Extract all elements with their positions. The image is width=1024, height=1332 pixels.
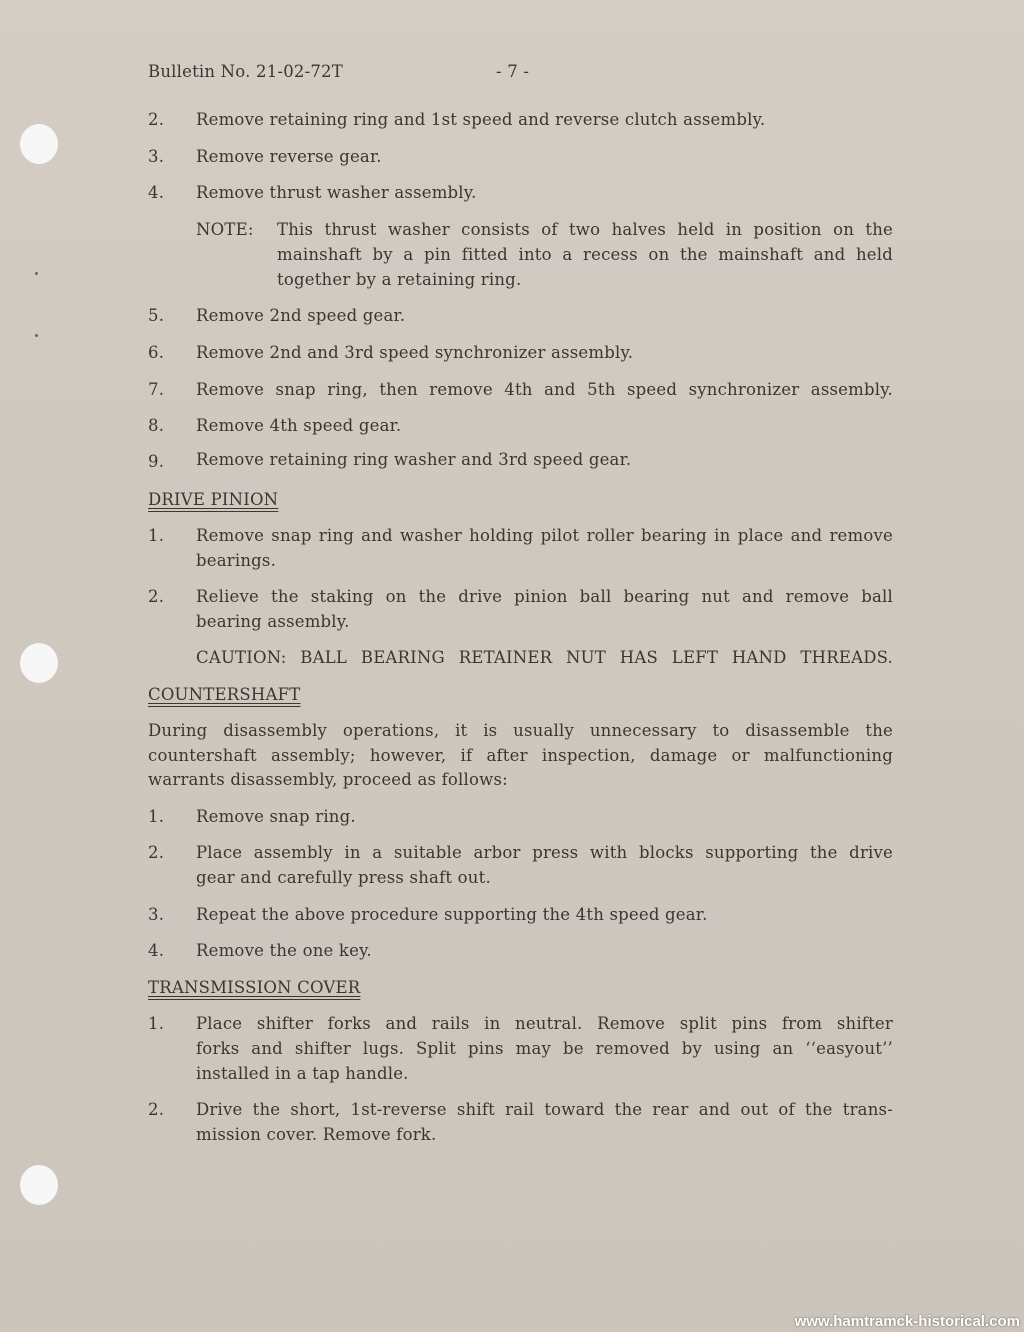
step-text: Remove thrust washer assembly. xyxy=(196,183,477,202)
step-text: Remove 2nd and 3rd speed synchronizer assembly. xyxy=(196,343,634,362)
bulletin-number: Bulletin No. 21-02-72T xyxy=(148,62,343,81)
paper-speck xyxy=(35,334,38,337)
note-text: This thrust washer consists of two halves held in position on the xyxy=(277,220,893,239)
step-text: Remove snap ring, then remove 4th and 5th speed synchronizer assembly. xyxy=(196,380,893,399)
step-number: 1. xyxy=(148,526,165,545)
paragraph-text: warrants disassembly, proceed as follows: xyxy=(148,770,508,789)
step-number: 2. xyxy=(148,843,165,862)
step-number: 2. xyxy=(148,587,165,606)
paper-speck xyxy=(35,272,38,275)
step-text: forks and shifter lugs. Split pins may be removed by using an ‘‘easyout’’ xyxy=(196,1039,893,1058)
step-number: 4. xyxy=(148,941,165,960)
note-text: together by a retaining ring. xyxy=(277,270,522,289)
step-text: Remove retaining ring and 1st speed and reverse clutch assembly. xyxy=(196,110,766,129)
step-text: Remove snap ring and washer holding pilot roller bearing in place and remove xyxy=(196,526,893,545)
step-number: 3. xyxy=(148,905,165,924)
step-text: Remove 4th speed gear. xyxy=(196,416,402,435)
step-text: Repeat the above procedure supporting the 4th speed gear. xyxy=(196,905,708,924)
step-text: Drive the short, 1st-reverse shift rail toward the rear and out of the trans- xyxy=(196,1100,893,1119)
step-number: 5. xyxy=(148,306,165,325)
step-text: Remove retaining ring washer and 3rd speed gear. xyxy=(196,450,632,469)
section-heading-drive-pinion: DRIVE PINION xyxy=(148,490,279,509)
step-text: Remove 2nd speed gear. xyxy=(196,306,406,325)
step-number: 2. xyxy=(148,110,165,129)
section-heading-countershaft: COUNTERSHAFT xyxy=(148,685,301,704)
step-number: 6. xyxy=(148,343,165,362)
note-text: mainshaft by a pin fitted into a recess on the mainshaft and held xyxy=(277,245,893,264)
paragraph-text: During disassembly operations, it is usually unnecessary to disassemble the xyxy=(148,721,893,740)
step-number: 8. xyxy=(148,416,165,435)
website-watermark: www.hamtramck-historical.com xyxy=(794,1313,1020,1330)
step-text: gear and carefully press shaft out. xyxy=(196,868,491,887)
paragraph-text: countershaft assembly; however, if after inspection, damage or malfunctioning xyxy=(148,746,893,765)
page-number: - 7 - xyxy=(496,62,530,81)
step-text: Place assembly in a suitable arbor press with blocks supporting the drive xyxy=(196,843,893,862)
step-number: 3. xyxy=(148,147,165,166)
step-number: 9. xyxy=(148,452,165,471)
step-text: Place shifter forks and rails in neutral. Remove split pins from shifter xyxy=(196,1014,893,1033)
punch-hole xyxy=(20,124,58,164)
punch-hole xyxy=(20,1165,58,1205)
step-text: bearing assembly. xyxy=(196,612,350,631)
punch-hole xyxy=(20,643,58,683)
step-text: mission cover. Remove fork. xyxy=(196,1125,437,1144)
step-number: 1. xyxy=(148,1014,165,1033)
step-text: Remove the one key. xyxy=(196,941,372,960)
step-number: 7. xyxy=(148,380,165,399)
step-number: 2. xyxy=(148,1100,165,1119)
step-text: Remove snap ring. xyxy=(196,807,356,826)
caution-text: CAUTION: BALL BEARING RETAINER NUT HAS LEFT HAND THREADS. xyxy=(196,648,893,667)
step-text: installed in a tap handle. xyxy=(196,1064,409,1083)
step-number: 4. xyxy=(148,183,165,202)
step-text: bearings. xyxy=(196,551,277,570)
note-label: NOTE: xyxy=(196,220,254,239)
step-number: 1. xyxy=(148,807,165,826)
step-text: Remove reverse gear. xyxy=(196,147,382,166)
section-heading-transmission-cover: TRANSMISSION COVER xyxy=(148,978,361,997)
step-text: Relieve the staking on the drive pinion ball bearing nut and remove ball xyxy=(196,587,893,606)
